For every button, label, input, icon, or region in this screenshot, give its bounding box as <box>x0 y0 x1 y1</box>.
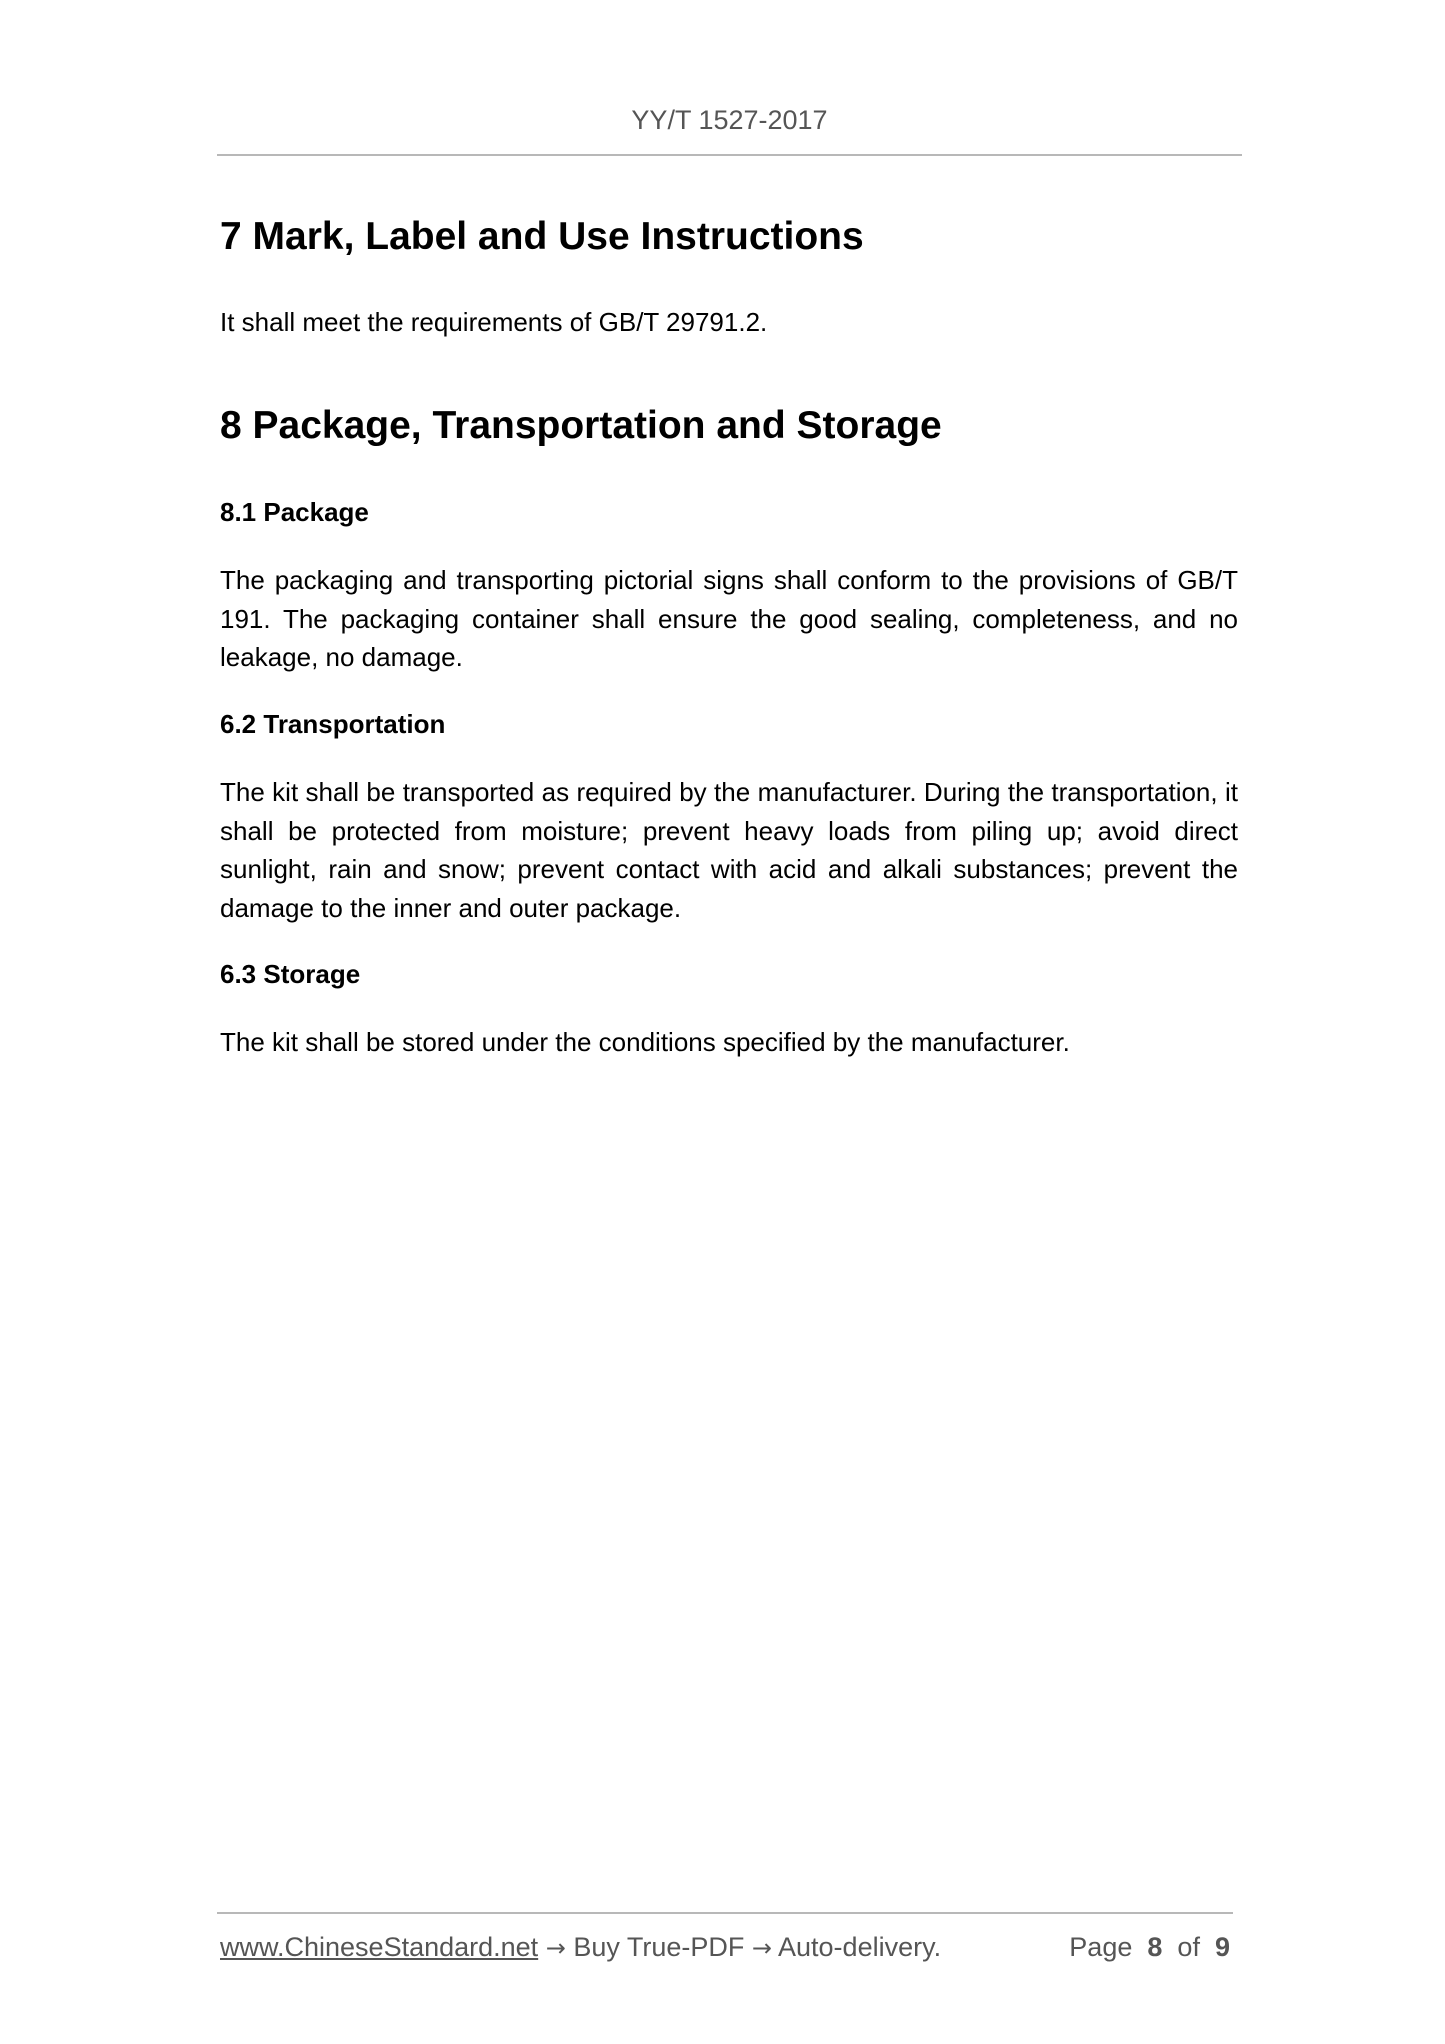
section-6-3-heading: 6.3 Storage <box>220 959 361 989</box>
arrow-right-icon: → <box>751 1934 772 1962</box>
section-8-1-text: The packaging and transporting pictorial signs shall conform to the provisions of GB/T 191. The packaging container shall ensure the good sealing, completeness, and no leakage, no damage. <box>220 565 1238 672</box>
footer-divider <box>217 1912 1233 1914</box>
section-8-heading: 8 Package, Transportation and Storage <box>220 404 942 447</box>
page-number <box>1069 1927 1230 1967</box>
section-6-2-text: The kit shall be transported as required by the manufacturer. During the transportation, it shall be protected from moisture; prevent heavy loads from piling up; avoid direct sunlight, rain and snow; prevent contact with acid and alkali substances; prevent the damage to the inner and outer package. <box>220 777 1238 923</box>
footer-promo <box>220 1927 941 1968</box>
section-7-text: It shall meet the requirements of GB/T 29791.2. <box>220 307 768 337</box>
auto-delivery-text: Auto-delivery. <box>778 1932 942 1962</box>
section-8-1-heading: 8.1 Package <box>220 497 369 527</box>
page-of-label: of <box>1177 1932 1200 1962</box>
page-current: 8 <box>1147 1932 1163 1962</box>
section-6-2-heading: 6.2 Transportation <box>220 709 446 739</box>
header-divider <box>217 154 1242 156</box>
document-code-header: YY/T 1527-2017 <box>631 105 828 135</box>
buy-true-pdf-text: Buy True-PDF <box>573 1932 745 1962</box>
arrow-right-icon: → <box>545 1934 566 1962</box>
website-link[interactable]: www.ChineseStandard.net <box>220 1932 539 1962</box>
page-label: Page <box>1069 1932 1133 1962</box>
page-total: 9 <box>1214 1932 1230 1962</box>
section-6-3-text: The kit shall be stored under the conditions specified by the manufacturer. <box>220 1027 1070 1057</box>
section-7-heading: 7 Mark, Label and Use Instructions <box>220 215 864 258</box>
